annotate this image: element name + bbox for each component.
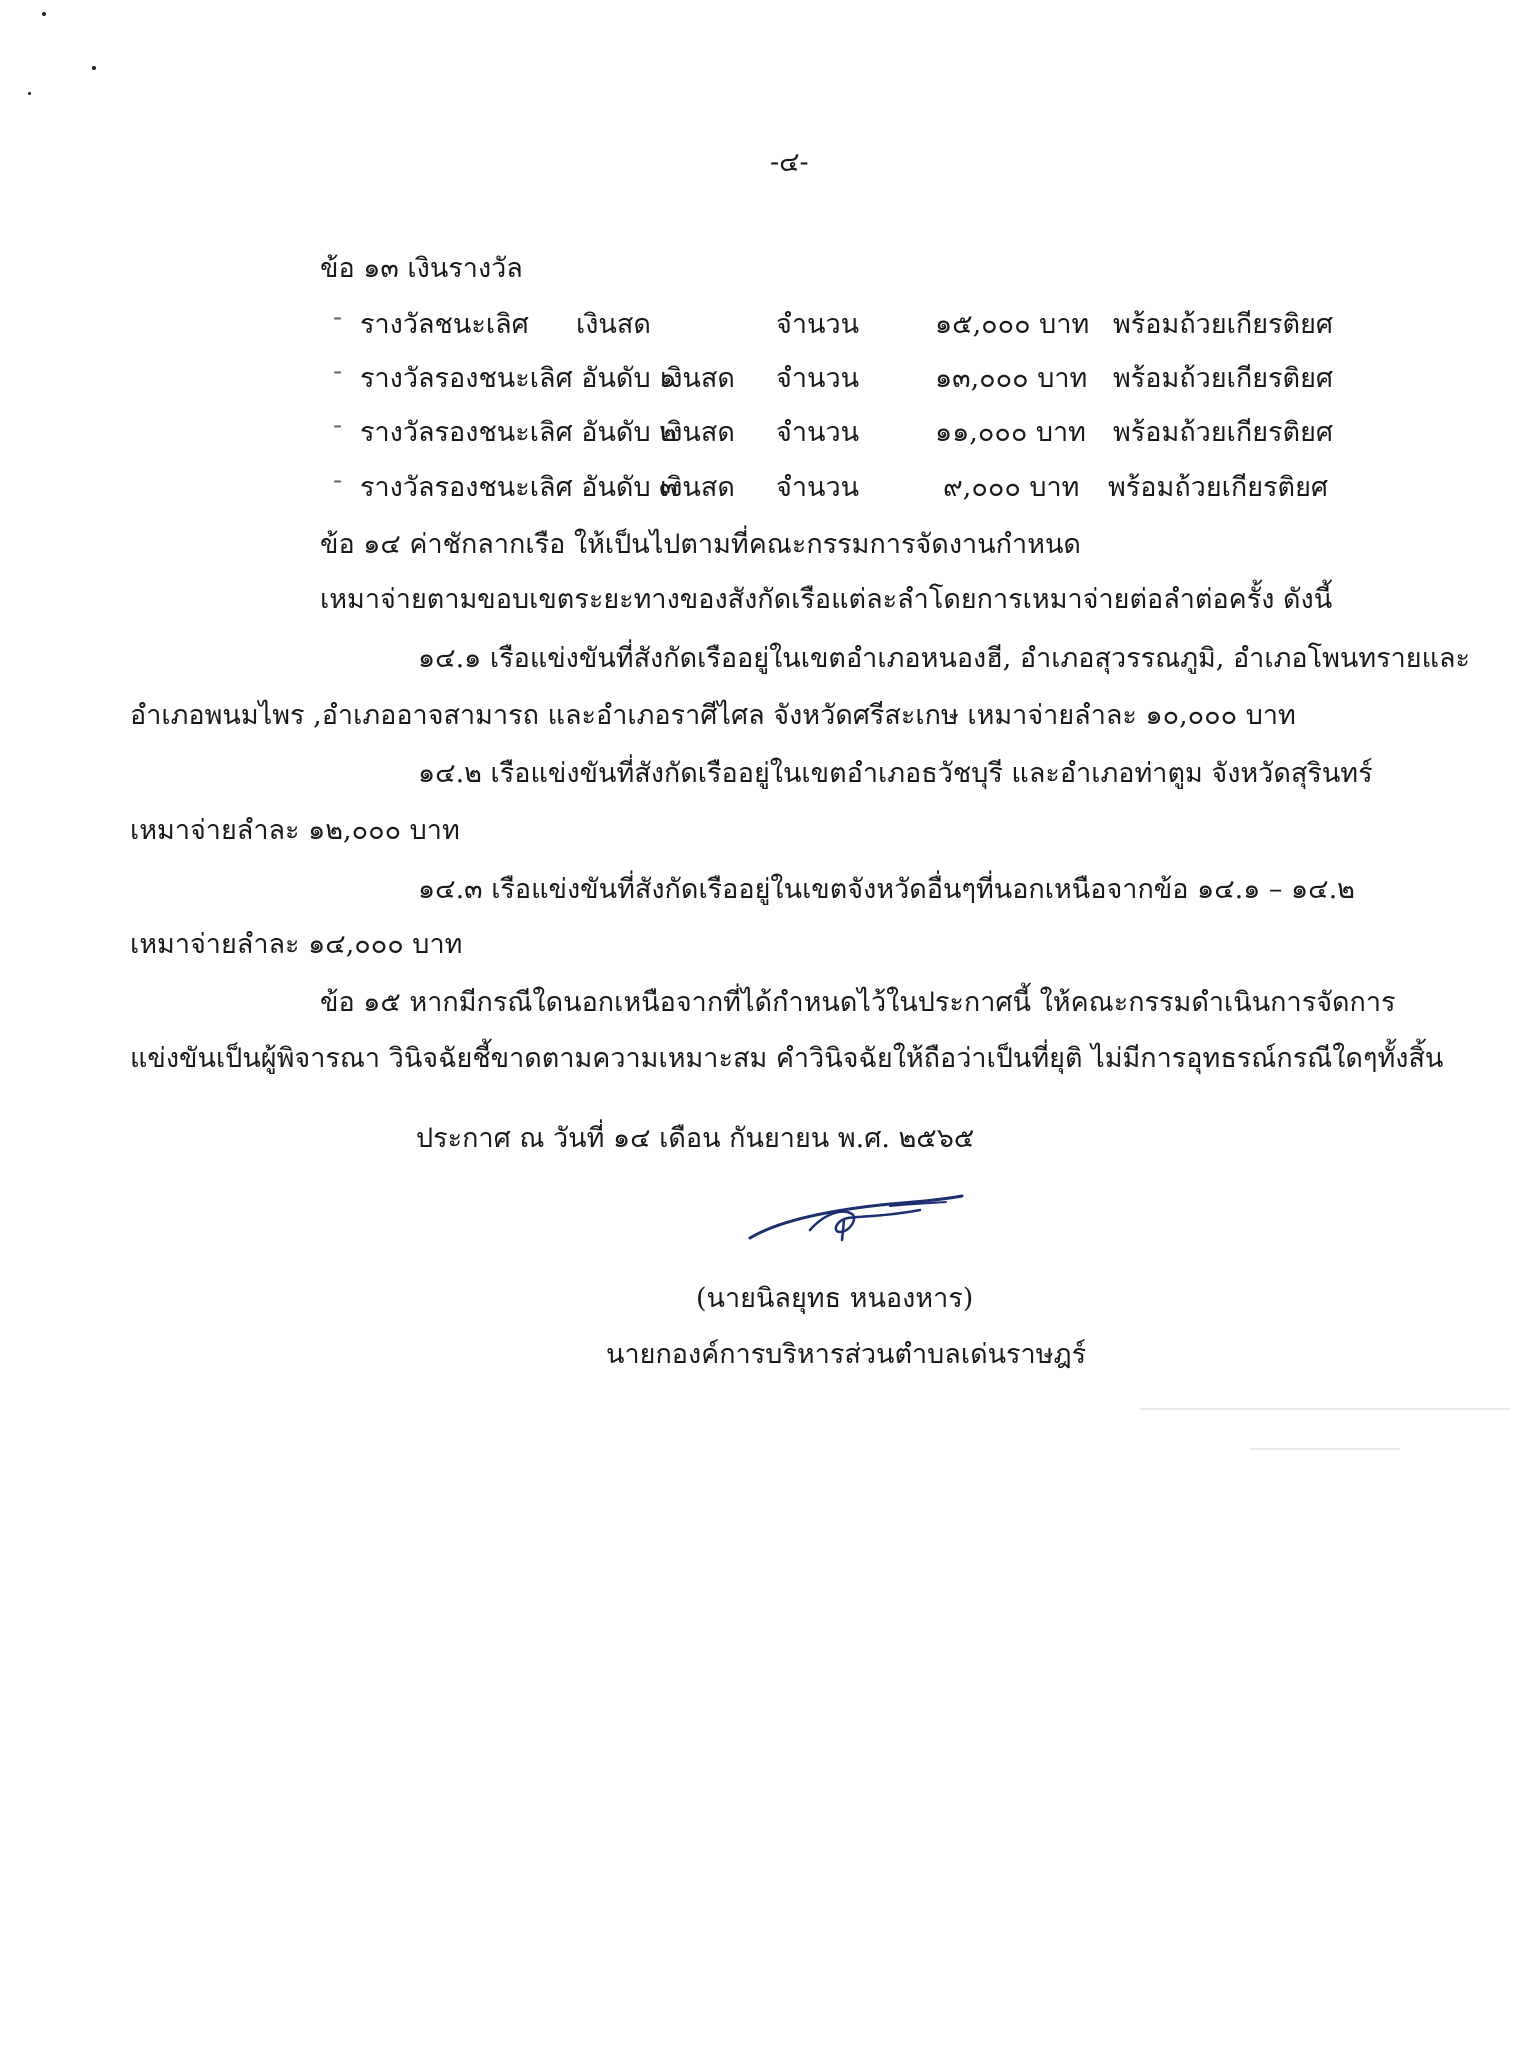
- prize-name: รางวัลชนะเลิศ: [360, 309, 529, 340]
- handwritten-signature: [740, 1180, 970, 1250]
- signatory-name: (นายนิลยุทธ หนองหาร): [696, 1283, 974, 1314]
- scan-speck: [92, 66, 96, 70]
- prize-amount: ๑๑,๐๐๐ บาท: [935, 417, 1086, 448]
- prize-trophy: พร้อมถ้วยเกียรติยศ: [1113, 309, 1334, 340]
- scan-smudge: [1140, 1408, 1510, 1410]
- prize-amount: ๙,๐๐๐ บาท: [943, 472, 1080, 503]
- prize-trophy: พร้อมถ้วยเกียรติยศ: [1113, 417, 1334, 448]
- scan-smudge: [1250, 1448, 1400, 1450]
- clause-14-3-line2: เหมาจ่ายลำละ ๑๔,๐๐๐ บาท: [130, 929, 463, 960]
- announcement-date: ประกาศ ณ วันที่ ๑๔ เดือน กันยายน พ.ศ. ๒๕๖๕: [416, 1123, 975, 1154]
- scan-speck: [28, 92, 31, 95]
- prize-dash: -: [333, 302, 343, 333]
- clause-13-heading: ข้อ ๑๓ เงินรางวัล: [320, 253, 523, 284]
- prize-trophy: พร้อมถ้วยเกียรติยศ: [1113, 363, 1334, 394]
- signatory-title: นายกองค์การบริหารส่วนตำบลเด่นราษฎร์: [606, 1339, 1087, 1370]
- prize-cash: เงินสด: [576, 309, 651, 340]
- prize-cash: เงินสด: [660, 363, 735, 394]
- prize-qty-label: จำนวน: [776, 363, 860, 394]
- prize-name: รางวัลรองชนะเลิศ อันดับ ๒: [360, 417, 677, 448]
- clause-15-line2: แข่งขันเป็นผู้พิจารณา วินิจฉัยชี้ขาดตามความเหมาะสม คำวินิจฉัยให้ถือว่าเป็นที่ยุติ ไม่มีการอุทธรณ์กรณีใดๆทั้งสิ้น: [130, 1043, 1444, 1074]
- prize-amount: ๑๕,๐๐๐ บาท: [935, 309, 1090, 340]
- clause-14-3-line1: ๑๔.๓ เรือแข่งขันที่สังกัดเรืออยู่ในเขตจังหวัดอื่นๆที่นอกเหนือจากข้อ ๑๔.๑ – ๑๔.๒: [418, 874, 1355, 905]
- prize-qty-label: จำนวน: [776, 472, 860, 503]
- prize-cash: เงินสด: [660, 472, 735, 503]
- clause-14-1-line2: อำเภอพนมไพร ,อำเภออาจสามารถ และอำเภอราศีไศล จังหวัดศรีสะเกษ เหมาจ่ายลำละ ๑๐,๐๐๐ บาท: [130, 700, 1296, 731]
- page-number: -๔-: [770, 147, 809, 178]
- prize-trophy: พร้อมถ้วยเกียรติยศ: [1108, 472, 1329, 503]
- clause-14-2-line1: ๑๔.๒ เรือแข่งขันที่สังกัดเรืออยู่ในเขตอำเภอธวัชบุรี และอำเภอท่าตูม จังหวัดสุรินทร์: [418, 758, 1373, 789]
- prize-amount: ๑๓,๐๐๐ บาท: [935, 363, 1088, 394]
- prize-qty-label: จำนวน: [776, 417, 860, 448]
- clause-14-2-line2: เหมาจ่ายลำละ ๑๒,๐๐๐ บาท: [130, 815, 460, 846]
- clause-14-intro: เหมาจ่ายตามขอบเขตระยะทางของสังกัดเรือแต่ละลำโดยการเหมาจ่ายต่อลำต่อครั้ง ดังนี้: [320, 584, 1333, 615]
- scan-speck: [42, 12, 46, 16]
- prize-qty-label: จำนวน: [776, 309, 860, 340]
- prize-name: รางวัลรองชนะเลิศ อันดับ ๓: [360, 472, 678, 503]
- prize-dash: -: [333, 356, 343, 387]
- clause-14-1-line1: ๑๔.๑ เรือแข่งขันที่สังกัดเรืออยู่ในเขตอำเภอหนองฮี, อำเภอสุวรรณภูมิ, อำเภอโพนทรายและ: [418, 643, 1471, 674]
- prize-dash: -: [333, 465, 343, 496]
- clause-14-heading: ข้อ ๑๔ ค่าชักลากเรือ ให้เป็นไปตามที่คณะกรรมการจัดงานกำหนด: [320, 529, 1081, 560]
- prize-name: รางวัลรองชนะเลิศ อันดับ ๑: [360, 363, 677, 394]
- prize-cash: เงินสด: [660, 417, 735, 448]
- clause-15-line1: ข้อ ๑๕ หากมีกรณีใดนอกเหนือจากที่ได้กำหนดไว้ในประกาศนี้ ให้คณะกรรมดำเนินการจัดการ: [320, 987, 1396, 1018]
- prize-dash: -: [333, 410, 343, 441]
